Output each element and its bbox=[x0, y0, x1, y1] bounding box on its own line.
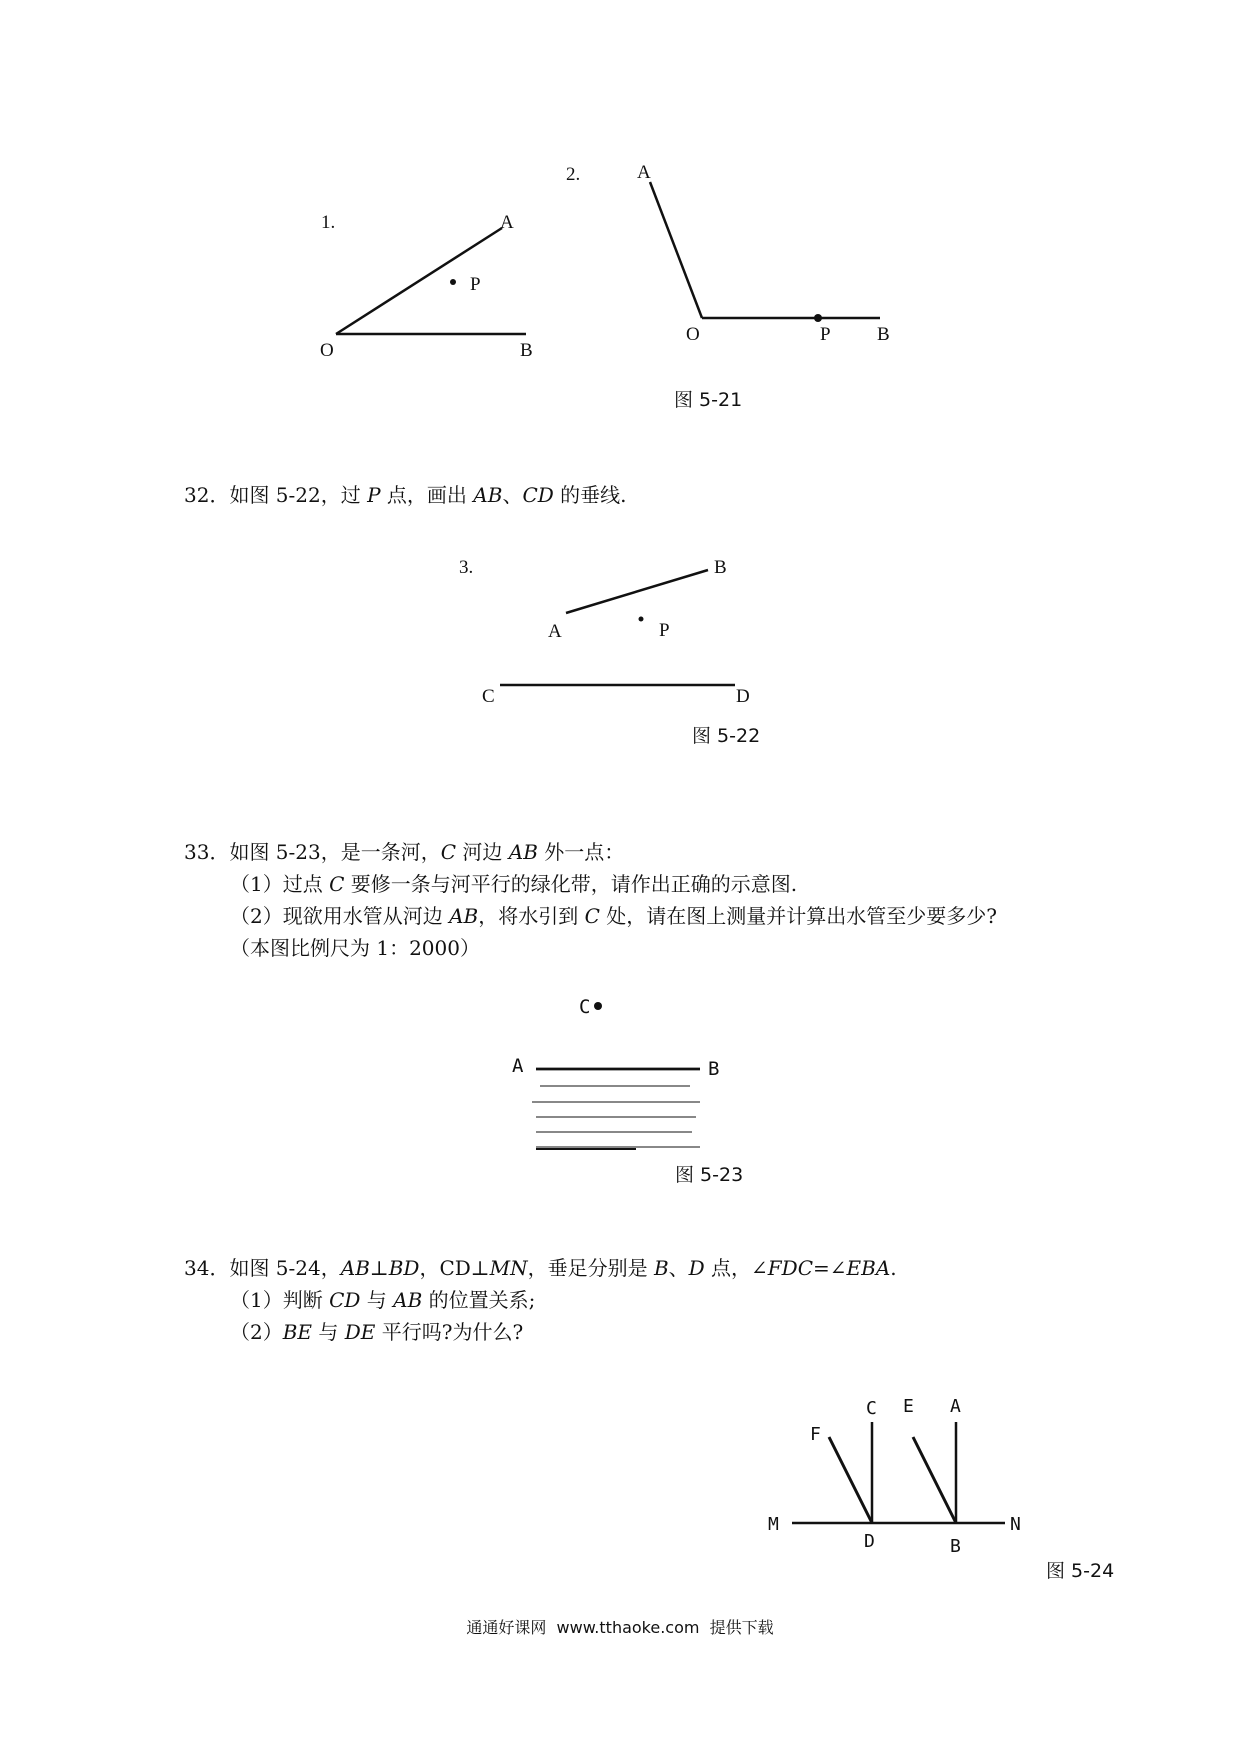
q33-part2-d: 处，请在图上测量并计算出水管至少要多少? bbox=[599, 904, 997, 928]
q34-relation-mn: MN bbox=[489, 1256, 528, 1280]
question-33-part1 bbox=[230, 874, 797, 894]
q32-line-ab: AB bbox=[473, 483, 503, 507]
figure-5-21 bbox=[0, 0, 1240, 420]
q34-part2-c: 平行吗?为什么? bbox=[375, 1320, 524, 1344]
question-33-line1 bbox=[184, 842, 624, 862]
q32-number: 32． bbox=[184, 483, 230, 507]
q32-text-b: 点，画出 bbox=[380, 483, 474, 507]
fig23-label-c: C bbox=[579, 996, 591, 1018]
q34-relation-cd: CD⊥ bbox=[439, 1256, 490, 1280]
fig21-ray-oa2 bbox=[650, 182, 702, 318]
q32-text-c: 的垂线. bbox=[553, 483, 627, 507]
fig24-label-n: N bbox=[1010, 1514, 1021, 1535]
fig24-label-b: B bbox=[950, 1536, 961, 1557]
fig21-sub2-label: 2. bbox=[566, 164, 581, 185]
question-33-scale bbox=[230, 938, 480, 958]
fig24-label-d: D bbox=[864, 1531, 875, 1552]
fig21-label-a1: A bbox=[500, 212, 514, 233]
q34-part1-c: 的位置关系; bbox=[422, 1288, 536, 1312]
q33-line1-b: 河边 bbox=[456, 840, 509, 864]
fig24-label-e: E bbox=[903, 1396, 914, 1417]
fig22-caption: 图 5-22 bbox=[692, 725, 761, 747]
q34-dot: . bbox=[890, 1256, 897, 1280]
q34-part1-ab: AB bbox=[393, 1288, 423, 1312]
q33-part1-a: （1）过点 bbox=[230, 872, 330, 896]
q34-angle-relation: ∠FDC=∠EBA bbox=[751, 1256, 891, 1280]
question-34-line1 bbox=[184, 1258, 897, 1278]
q34-part2-b: 与 bbox=[312, 1320, 345, 1344]
q34-text-a: 如图 5-24， bbox=[229, 1256, 341, 1280]
q33-part2-b: ，将水引到 bbox=[478, 904, 585, 928]
fig23-label-a: A bbox=[512, 1055, 524, 1077]
q34-point-d: D bbox=[688, 1256, 705, 1280]
fig21-sub1-label: 1. bbox=[321, 212, 336, 233]
fig24-label-m: M bbox=[768, 1514, 779, 1535]
q33-line-ab: AB bbox=[508, 840, 538, 864]
q34-part1-b: 与 bbox=[360, 1288, 394, 1312]
fig22-point-p bbox=[639, 617, 644, 622]
q34-part2-de: DE bbox=[344, 1320, 376, 1344]
fig24-segment-df bbox=[829, 1437, 872, 1523]
q33-part2-c: C bbox=[584, 904, 600, 928]
question-34-part2 bbox=[230, 1322, 523, 1342]
fig24-label-a: A bbox=[950, 1396, 961, 1417]
footer-text: 通通好课网 www.tthaoke.com 提供下载 bbox=[466, 1618, 774, 1637]
q34-part2-be: BE bbox=[282, 1320, 313, 1344]
fig24-label-c: C bbox=[866, 1398, 877, 1419]
question-32 bbox=[184, 485, 627, 505]
q34-comma: ， bbox=[419, 1256, 440, 1280]
fig21-label-b2: B bbox=[877, 324, 890, 345]
page-footer bbox=[0, 1620, 1240, 1636]
fig21-caption: 图 5-21 bbox=[674, 389, 743, 411]
fig21-label-a2: A bbox=[637, 162, 651, 183]
q32-line-cd: CD bbox=[522, 483, 554, 507]
q33-point-c: C bbox=[440, 840, 457, 864]
q33-part1-b: 要修一条与河平行的绿化带，请作出正确的示意图. bbox=[344, 872, 798, 896]
question-34-part1 bbox=[230, 1290, 535, 1310]
fig21-label-p2: P bbox=[820, 324, 831, 345]
question-33-part2 bbox=[230, 906, 997, 926]
fig22-label-a: A bbox=[548, 621, 562, 642]
q32-text-a: 如图 5-22，过 bbox=[229, 483, 368, 507]
q33-line1-a: 如图 5-23，是一条河， bbox=[229, 840, 441, 864]
fig22-label-p: P bbox=[659, 620, 670, 641]
q34-sep: 、 bbox=[668, 1256, 689, 1280]
fig24-segment-be bbox=[913, 1437, 956, 1523]
q33-part2-ab: AB bbox=[449, 904, 479, 928]
figure-5-22 bbox=[0, 540, 1240, 760]
fig21-label-p1: P bbox=[470, 274, 481, 295]
q32-point-p: P bbox=[367, 483, 381, 507]
q34-number: 34． bbox=[184, 1256, 230, 1280]
q33-scale-note: （本图比例尺为 1：2000） bbox=[230, 936, 480, 960]
fig21-label-b1: B bbox=[520, 340, 533, 361]
q34-part1-cd: CD bbox=[329, 1288, 361, 1312]
fig24-label-f: F bbox=[810, 1424, 821, 1445]
q34-part2-a: （2） bbox=[230, 1320, 283, 1344]
q32-sep: 、 bbox=[502, 483, 523, 507]
q33-part2-a: （2）现欲用水管从河边 bbox=[230, 904, 450, 928]
fig22-sub-label: 3. bbox=[459, 557, 474, 578]
fig21-label-o2: O bbox=[686, 324, 700, 345]
q34-text-b: ，垂足分别是 bbox=[527, 1256, 654, 1280]
fig24-caption: 图 5-24 bbox=[1046, 1560, 1115, 1582]
fig21-point-p2 bbox=[814, 314, 822, 322]
q34-point-b: B bbox=[653, 1256, 669, 1280]
fig22-label-b: B bbox=[714, 557, 727, 578]
q34-relation-ab-bd: AB⊥BD bbox=[340, 1256, 420, 1280]
figure-5-23 bbox=[0, 990, 1240, 1200]
fig23-caption: 图 5-23 bbox=[675, 1164, 744, 1186]
fig23-label-b: B bbox=[708, 1058, 720, 1080]
fig22-segment-ab bbox=[566, 570, 708, 613]
q33-number: 33． bbox=[184, 840, 230, 864]
q34-part1-a: （1）判断 bbox=[230, 1288, 330, 1312]
fig23-point-c bbox=[594, 1002, 602, 1010]
q33-part1-c: C bbox=[329, 872, 345, 896]
q34-text-c: 点， bbox=[704, 1256, 752, 1280]
figure-5-24 bbox=[0, 1380, 1240, 1600]
fig21-point-p1 bbox=[450, 279, 456, 285]
fig22-label-c: C bbox=[482, 686, 495, 707]
q33-line1-c: 外一点： bbox=[537, 840, 625, 864]
fig21-label-o1: O bbox=[320, 340, 334, 361]
fig22-label-d: D bbox=[736, 686, 750, 707]
